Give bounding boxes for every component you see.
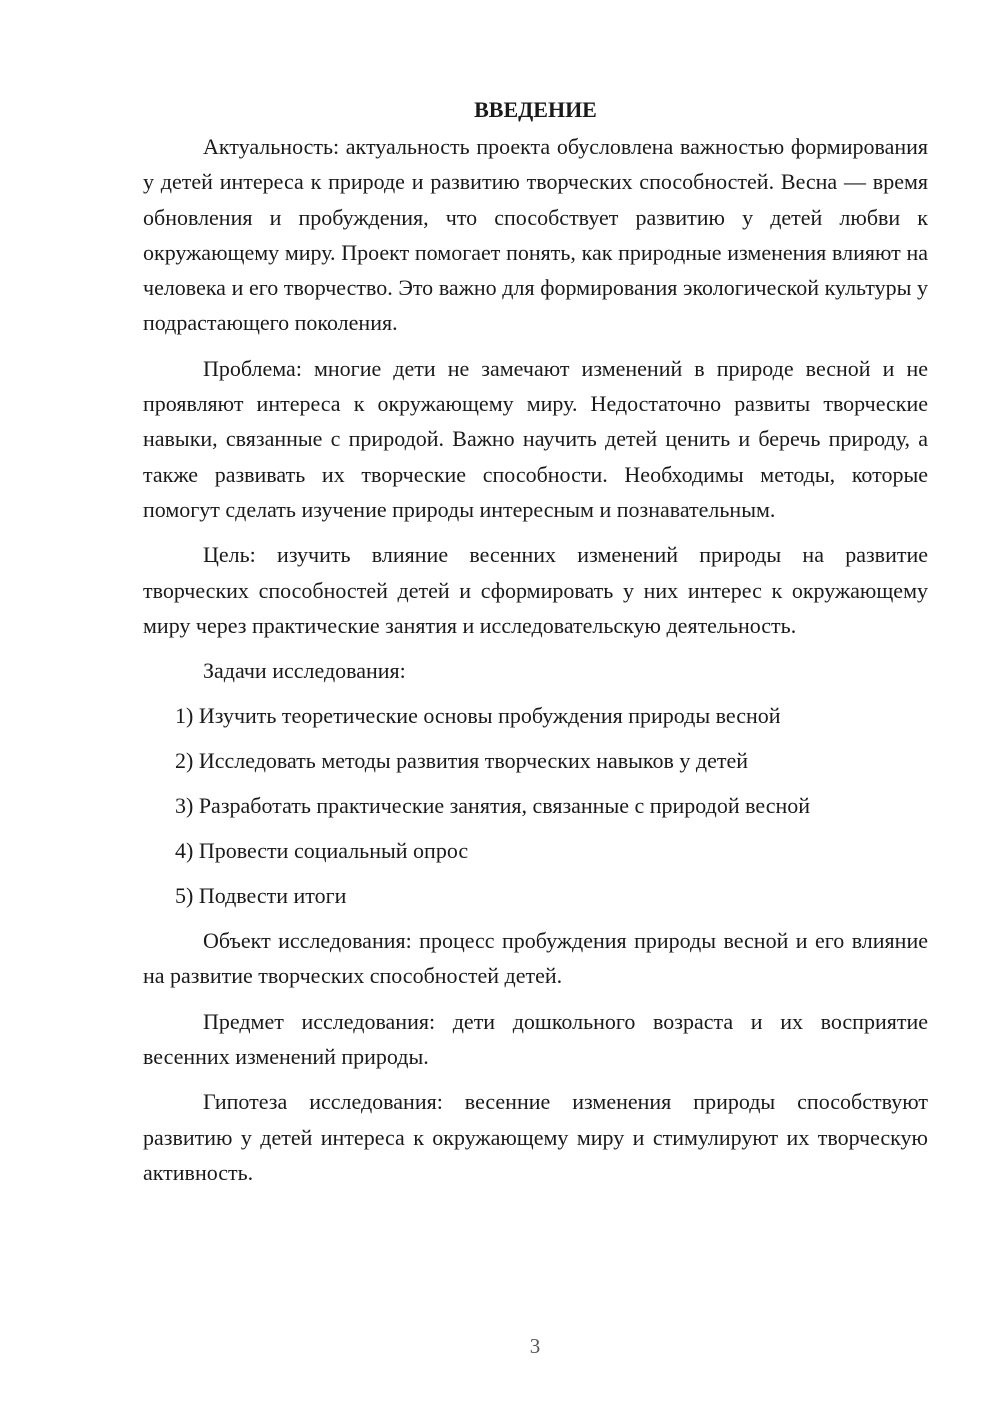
- subject-paragraph: Предмет исследования: дети дошкольного возраста и их восприятие весенних изменений природы.: [143, 1008, 928, 1070]
- hypothesis-paragraph: Гипотеза исследования: весенние изменения природы способствуют развитию у детей интереса к окружающему миру и стимулируют их творческую активность.: [143, 1089, 928, 1185]
- page-number: 3: [529, 1334, 541, 1358]
- task-item: 5) Подвести итоги: [175, 883, 347, 909]
- task-item: 3) Разработать практические занятия, связанные с природой весной: [175, 793, 811, 819]
- goal-paragraph: Цель: изучить влияние весенних изменений природы на развитие творческих способностей детей и сформировать у них интерес к окружающему миру через практические занятия и исследовательскую деятельность.: [143, 542, 928, 638]
- object-paragraph: Объект исследования: процесс пробуждения природы весной и его влияние на развитие творческих способностей детей.: [143, 928, 928, 989]
- task-item: 4) Провести социальный опрос: [175, 838, 469, 864]
- task-item: 2) Исследовать методы развития творческих навыков у детей: [175, 748, 748, 774]
- task-item: 1) Изучить теоретические основы пробуждения природы весной: [175, 703, 781, 729]
- tasks-list: [143, 698, 928, 913]
- document-page: [143, 92, 928, 1200]
- relevance-paragraph: Актуальность: актуальность проекта обусловлена важностью формирования у детей интереса к природе и развитию творческих способностей. Весна — время обновления и пробуждения, что способствует развитию у детей любви к окружающему миру. Проект помогает понять, как природные изменения влияют на человека и его творчество. Это важно для формирования экологической культуры у подрастающего поколения.: [143, 134, 928, 336]
- problem-paragraph: Проблема: многие дети не замечают изменений в природе весной и не проявляют интереса к окружающему миру. Недостаточно развиты творческие навыки, связанные с природой. Важно научить детей ценить и беречь природу, а также развивать их творческие способности. Необходимы методы, которые помогут сделать изучение природы интересным и познавательным.: [143, 355, 928, 522]
- tasks-heading: Задачи исследования:: [203, 658, 406, 684]
- page-title: ВВЕДЕНИЕ: [474, 97, 597, 122]
